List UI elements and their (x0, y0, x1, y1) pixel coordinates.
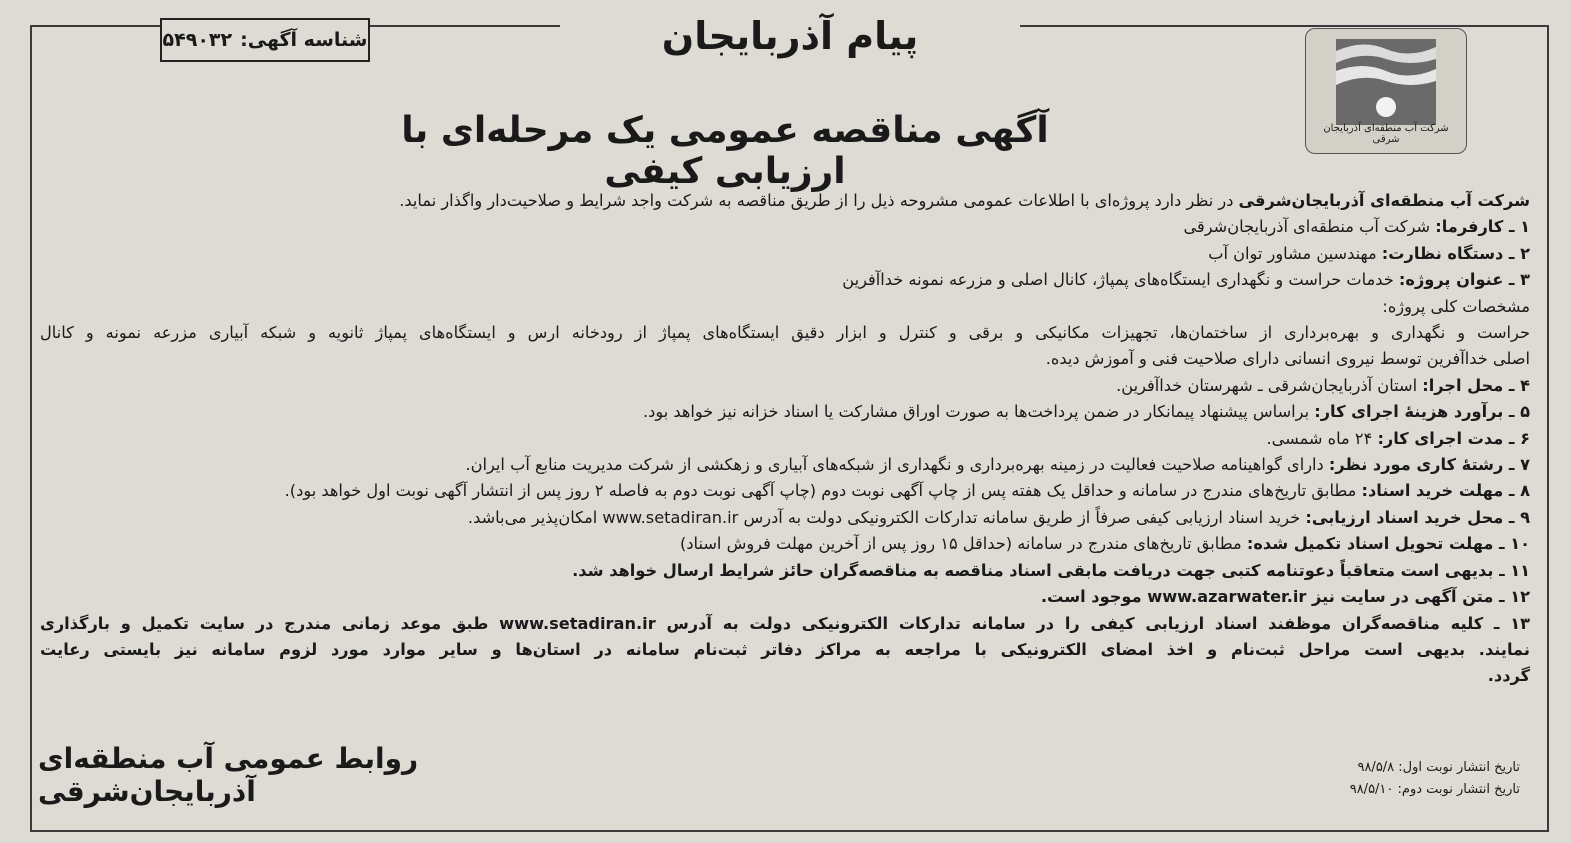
intro-paragraph (40, 188, 1530, 214)
company-logo (1305, 28, 1467, 154)
item-13-line-1: ۱۳ ـ کلیه مناقصه‌گران موظفند اسناد ارزیابی کیفی را در سامانه تدارکات الکترونیکی دولت به آدرس www.setadiran.ir طبق موعد زمانی مندرج در سایت تکمیل و بارگذاری (40, 613, 1530, 633)
item-9-text: خرید اسناد ارزیابی کیفی صرفاً از طریق سامانه تدارکات الکترونیکی دولت به آدرس www.setadiran.ir امکان‌پذیر می‌باشد. (467, 507, 1306, 527)
item-8-label: ۸ ـ مهلت خرید اسناد: (1361, 481, 1530, 501)
publication-dates (1300, 757, 1520, 801)
item-7 (40, 452, 1530, 478)
item-2-text: مهندسین مشاور توان آب (1208, 243, 1382, 263)
specs-line-2: اصلی خداآفرین توسط نیروی انسانی دارای صلاحیت فنی و آموزش دیده. (1045, 349, 1530, 369)
signature: روابط عمومی آب منطقه‌ای آذربایجان‌شرقی (38, 742, 419, 808)
item-5 (40, 399, 1530, 425)
item-5-text: براساس پیشنهاد پیمانکار در ضمن پرداخت‌ها به صورت اوراق مشارکت یا اسناد خزانه نیز خواهد بود. (642, 402, 1315, 422)
item-13-line-2: نمایند. بدیهی است مراحل ثبت‌نام و اخذ امضای الکترونیکی با مراجعه به مراکز دفاتر ثبت‌نام سامانه در استان‌ها و سایر موارد مورد لزوم سامانه نیز بایستی رعایت (40, 639, 1530, 659)
item-2-label: ۲ ـ دستگاه نظارت: (1381, 243, 1530, 263)
first-publication-date: تاریخ انتشار نوبت اول: ۹۸/۵/۸ (1357, 760, 1520, 775)
newspaper-name: پیام آذربایجان (560, 14, 1020, 74)
item-2 (40, 241, 1530, 267)
item-4-label: ۴ ـ محل اجرا: (1422, 375, 1530, 395)
item-8-text: مطابق تاریخ‌های مندرج در سامانه و حداقل یک هفته پس از چاپ آگهی نوبت دوم (چاپ آگهی نوبت دوم به فاصله ۲ روز پس از انتشار آگهی نوبت اول خواهد بود). (284, 481, 1362, 501)
item-7-label: ۷ ـ رشتۀ کاری مورد نظر: (1328, 455, 1530, 475)
ad-id-label: شناسه آگهی: (240, 29, 368, 51)
item-7-text: دارای گواهینامه صلاحیت فعالیت در زمینه بهره‌برداری و نگهداری از شبکه‌های آبیاری و زهکشی از شرکت مدیریت منابع آب ایران. (465, 455, 1329, 475)
item-1 (40, 214, 1530, 240)
intro-text: در نظر دارد پروژه‌ای با اطلاعات عمومی مشروحه ذیل را از طریق مناقصه به شرکت واجد شرایط و صلاحیت‌دار واگذار نماید. (399, 191, 1239, 210)
item-10 (40, 531, 1530, 557)
item-12: ۱۲ ـ متن آگهی در سایت نیز www.azarwater.ir موجود است. (1040, 587, 1530, 607)
intro-company: شرکت آب منطقه‌ای آذربایجان‌شرقی (1238, 191, 1530, 210)
ad-id-value: ۵۴۹۰۳۲ (162, 29, 233, 51)
item-10-text: مطابق تاریخ‌های مندرج در سامانه (حداقل ۱۵ روز پس از آخرین مهلت فروش اسناد) (680, 534, 1247, 554)
item-8 (40, 478, 1530, 504)
ad-body (40, 188, 1530, 690)
item-6-label: ۶ ـ مدت اجرای کار: (1377, 428, 1530, 448)
second-publication-date: تاریخ انتشار نوبت دوم: ۹۸/۵/۱۰ (1349, 782, 1520, 797)
item-6-text: ۲۴ ماه شمسی. (1266, 428, 1378, 448)
logo-caption: شرکت آب منطقه‌ای آذربایجان شرقی (1323, 123, 1449, 145)
item-3-label: ۳ ـ عنوان پروژه: (1398, 270, 1530, 290)
item-13-line-3: گردد. (1487, 666, 1530, 686)
item-3-text: خدمات حراست و نگهداری ایستگاه‌های پمپاژ، کانال اصلی و مزرعه نمونه خداآفرین (842, 270, 1399, 290)
ad-title: آگهی مناقصه عمومی یک مرحله‌ای با ارزیابی کیفی (401, 110, 1049, 192)
specs-heading: مشخصات کلی پروژه: (1382, 296, 1530, 316)
specs-line-1: حراست و نگهداری و بهره‌برداری از ساختمان‌ها، تجهیزات مکانیکی و برقی و کنترل و ابزار دقیق ایستگاه‌های پمپاژ از رودخانه ارس و ایستگاه‌های پمپاژ ثانویه و شبکه آبیاری مزرعه نمونه و کانال (40, 323, 1530, 343)
item-4 (40, 373, 1530, 399)
item-1-label: ۱ ـ کارفرما: (1435, 217, 1530, 237)
item-1-text: شرکت آب منطقه‌ای آذربایجان‌شرقی (1183, 217, 1436, 237)
item-10-label: ۱۰ ـ مهلت تحویل اسناد تکمیل شده: (1246, 534, 1530, 554)
ad-id-box (160, 18, 370, 62)
item-9 (40, 505, 1530, 531)
water-logo-icon (1318, 37, 1454, 127)
item-6 (40, 426, 1530, 452)
item-9-label: ۹ ـ محل خرید اسناد ارزیابی: (1305, 507, 1530, 527)
item-4-text: استان آذربایجان‌شرقی ـ شهرستان خداآفرین. (1116, 375, 1423, 395)
item-11: ۱۱ ـ بدیهی است متعاقباً دعوتنامه کتبی جهت دریافت مابقی اسناد مناقصه به مناقصه‌گران حائز شرایط ارسال خواهد شد. (572, 560, 1530, 580)
item-3 (40, 267, 1530, 293)
item-5-label: ۵ ـ برآورد هزینۀ اجرای کار: (1314, 402, 1530, 422)
